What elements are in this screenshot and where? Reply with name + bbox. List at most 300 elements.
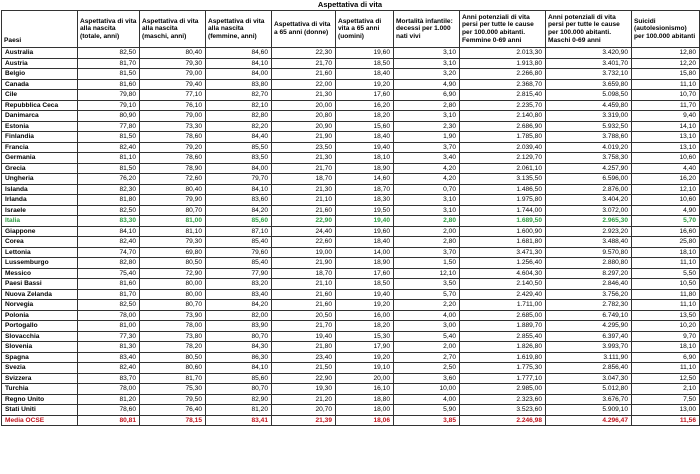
value-cell: 11,10 [632, 79, 700, 90]
value-cell: 2,80 [394, 216, 460, 227]
value-cell: 3.523,60 [460, 405, 546, 416]
value-cell: 16,00 [336, 310, 394, 321]
value-cell: 76,10 [140, 100, 206, 111]
value-cell: 8.297,20 [546, 268, 632, 279]
country-cell: Media OCSE [2, 415, 78, 426]
value-cell: 2.985,00 [460, 384, 546, 395]
value-cell: 5,50 [632, 268, 700, 279]
value-cell: 0,70 [394, 184, 460, 195]
value-cell: 2.129,70 [460, 153, 546, 164]
value-cell: 3,10 [394, 58, 460, 69]
value-cell: 5,90 [394, 405, 460, 416]
value-cell: 18,40 [336, 237, 394, 248]
value-cell: 13,10 [632, 132, 700, 143]
value-cell: 4.459,80 [546, 100, 632, 111]
table-row [2, 216, 700, 227]
value-cell: 2.140,50 [460, 279, 546, 290]
value-cell: 11,80 [632, 289, 700, 300]
value-cell: 18,20 [336, 321, 394, 332]
value-cell: 19,20 [336, 352, 394, 363]
value-cell: 3.072,00 [546, 205, 632, 216]
value-cell: 78,60 [140, 153, 206, 164]
value-cell: 83,90 [206, 321, 272, 332]
value-cell: 78,90 [140, 163, 206, 174]
value-cell: 82,50 [78, 300, 140, 311]
country-cell: Australia [2, 48, 78, 59]
value-cell: 79,90 [140, 195, 206, 206]
country-cell: Slovenia [2, 342, 78, 353]
value-cell: 84,10 [78, 226, 140, 237]
value-cell: 2.013,30 [460, 48, 546, 59]
value-cell: 2.856,40 [546, 363, 632, 374]
column-header: Aspettativa di vita alla nascita (totale, anni) [78, 11, 140, 48]
country-cell: Danimarca [2, 111, 78, 122]
value-cell: 6,90 [632, 352, 700, 363]
value-cell: 82,50 [78, 48, 140, 59]
value-cell: 22,90 [272, 216, 336, 227]
value-cell: 80,70 [206, 384, 272, 395]
value-cell: 85,50 [206, 142, 272, 153]
value-cell: 4,00 [394, 310, 460, 321]
value-cell: 3.732,10 [546, 69, 632, 80]
life-expectancy-table [1, 10, 700, 426]
value-cell: 1.744,00 [460, 205, 546, 216]
value-cell: 3.319,00 [546, 111, 632, 122]
value-cell: 4,90 [394, 79, 460, 90]
value-cell: 3.111,90 [546, 352, 632, 363]
value-cell: 2.323,60 [460, 394, 546, 405]
value-cell: 84,00 [206, 163, 272, 174]
value-cell: 12,10 [394, 268, 460, 279]
value-cell: 19,30 [272, 384, 336, 395]
value-cell: 12,50 [632, 373, 700, 384]
value-cell: 79,00 [140, 69, 206, 80]
value-cell: 3.135,50 [460, 174, 546, 185]
value-cell: 82,80 [78, 258, 140, 269]
value-cell: 10,70 [632, 90, 700, 101]
value-cell: 19,40 [336, 289, 394, 300]
country-cell: Francia [2, 142, 78, 153]
value-cell: 73,80 [140, 331, 206, 342]
value-cell: 84,30 [206, 342, 272, 353]
value-cell: 18,30 [336, 195, 394, 206]
value-cell: 80,50 [140, 258, 206, 269]
value-cell: 14,60 [336, 174, 394, 185]
value-cell: 21,60 [272, 289, 336, 300]
value-cell: 18,00 [336, 405, 394, 416]
value-cell: 3.404,20 [546, 195, 632, 206]
value-cell: 21,70 [272, 321, 336, 332]
country-cell: Canada [2, 79, 78, 90]
value-cell: 23,50 [272, 142, 336, 153]
value-cell: 9.570,80 [546, 247, 632, 258]
value-cell: 6.596,00 [546, 174, 632, 185]
value-cell: 84,40 [206, 132, 272, 143]
country-cell: Paesi Bassi [2, 279, 78, 290]
value-cell: 79,30 [140, 58, 206, 69]
value-cell: 3,10 [394, 195, 460, 206]
value-cell: 83,50 [206, 153, 272, 164]
value-cell: 18,70 [336, 184, 394, 195]
value-cell: 74,70 [78, 247, 140, 258]
value-cell: 79,80 [78, 90, 140, 101]
value-cell: 4.295,90 [546, 321, 632, 332]
table-row [2, 352, 700, 363]
value-cell: 1,50 [394, 258, 460, 269]
value-cell: 81,30 [78, 342, 140, 353]
value-cell: 20,00 [272, 100, 336, 111]
value-cell: 10,60 [632, 153, 700, 164]
value-cell: 21,30 [272, 90, 336, 101]
value-cell: 18,10 [336, 153, 394, 164]
value-cell: 78,00 [78, 384, 140, 395]
value-cell: 81,60 [78, 79, 140, 90]
value-cell: 2,00 [394, 342, 460, 353]
value-cell: 84,10 [206, 58, 272, 69]
value-cell: 3,50 [394, 279, 460, 290]
country-cell: Islanda [2, 184, 78, 195]
value-cell: 81,80 [78, 195, 140, 206]
value-cell: 1.600,90 [460, 226, 546, 237]
table-row [2, 268, 700, 279]
value-cell: 3,40 [394, 153, 460, 164]
value-cell: 5.909,10 [546, 405, 632, 416]
value-cell: 4,90 [632, 205, 700, 216]
table-row [2, 195, 700, 206]
country-cell: Lussemburgo [2, 258, 78, 269]
value-cell: 19,60 [336, 226, 394, 237]
value-cell: 19,20 [336, 79, 394, 90]
value-cell: 21,30 [272, 184, 336, 195]
value-cell: 78,60 [140, 132, 206, 143]
value-cell: 80,40 [140, 184, 206, 195]
value-cell: 2.368,70 [460, 79, 546, 90]
value-cell: 80,40 [140, 48, 206, 59]
value-cell: 3.420,90 [546, 48, 632, 59]
value-cell: 21,70 [272, 163, 336, 174]
column-header: Anni potenziali di vita persi per tutte le cause per 100.000 abitanti. Maschi 0-69 anni [546, 11, 632, 48]
value-cell: 76,20 [78, 174, 140, 185]
value-cell: 86,30 [206, 352, 272, 363]
value-cell: 22,60 [272, 237, 336, 248]
value-cell: 11,56 [632, 415, 700, 426]
table-row [2, 258, 700, 269]
value-cell: 2.039,40 [460, 142, 546, 153]
column-header: Aspettativa di vita alla nascita (femmine, anni) [206, 11, 272, 48]
value-cell: 11,10 [632, 300, 700, 311]
value-cell: 21,90 [272, 132, 336, 143]
value-cell: 21,20 [272, 394, 336, 405]
value-cell: 2.855,40 [460, 331, 546, 342]
table-row [2, 321, 700, 332]
value-cell: 82,20 [206, 121, 272, 132]
column-header: Anni potenziali di vita persi per tutte le cause per 100.000 abitanti. Femmine 0-69 anni [460, 11, 546, 48]
value-cell: 25,80 [632, 237, 700, 248]
value-cell: 4,20 [394, 174, 460, 185]
value-cell: 16,20 [632, 174, 700, 185]
country-cell: Israele [2, 205, 78, 216]
country-cell: Finlandia [2, 132, 78, 143]
value-cell: 5.098,50 [546, 90, 632, 101]
value-cell: 2.429,40 [460, 289, 546, 300]
table-row [2, 79, 700, 90]
value-cell: 15,80 [632, 69, 700, 80]
value-cell: 15,60 [336, 121, 394, 132]
value-cell: 1.785,80 [460, 132, 546, 143]
country-cell: Svizzera [2, 373, 78, 384]
value-cell: 21,10 [272, 195, 336, 206]
value-cell: 80,81 [78, 415, 140, 426]
value-cell: 84,20 [206, 300, 272, 311]
country-cell: Giappone [2, 226, 78, 237]
value-cell: 11,70 [632, 100, 700, 111]
value-cell: 19,60 [336, 48, 394, 59]
table-row [2, 342, 700, 353]
value-cell: 19,10 [336, 363, 394, 374]
value-cell: 82,80 [206, 111, 272, 122]
value-cell: 85,60 [206, 373, 272, 384]
table-row [2, 415, 700, 426]
country-cell: Svezia [2, 363, 78, 374]
value-cell: 84,10 [206, 184, 272, 195]
table-row [2, 90, 700, 101]
table-row [2, 310, 700, 321]
value-cell: 83,40 [78, 352, 140, 363]
value-cell: 84,20 [206, 205, 272, 216]
value-cell: 1.486,50 [460, 184, 546, 195]
value-cell: 18,50 [336, 58, 394, 69]
value-cell: 80,70 [206, 331, 272, 342]
value-cell: 18,70 [272, 268, 336, 279]
value-cell: 81,50 [78, 163, 140, 174]
value-cell: 69,80 [140, 247, 206, 258]
value-cell: 78,00 [78, 310, 140, 321]
value-cell: 16,20 [336, 100, 394, 111]
value-cell: 3,85 [394, 415, 460, 426]
value-cell: 79,30 [140, 237, 206, 248]
value-cell: 6.397,40 [546, 331, 632, 342]
value-cell: 18,70 [272, 174, 336, 185]
value-cell: 85,40 [206, 237, 272, 248]
value-cell: 78,20 [140, 342, 206, 353]
value-cell: 4.019,20 [546, 142, 632, 153]
value-cell: 82,40 [78, 363, 140, 374]
value-cell: 20,00 [336, 373, 394, 384]
value-cell: 18,50 [336, 279, 394, 290]
value-cell: 2,00 [394, 226, 460, 237]
value-cell: 10,60 [632, 195, 700, 206]
value-cell: 76,40 [140, 405, 206, 416]
table-row [2, 205, 700, 216]
value-cell: 13,10 [632, 142, 700, 153]
value-cell: 83,41 [206, 415, 272, 426]
value-cell: 3.758,30 [546, 153, 632, 164]
table-row [2, 69, 700, 80]
value-cell: 17,90 [336, 342, 394, 353]
table-row [2, 121, 700, 132]
value-cell: 19,40 [272, 331, 336, 342]
value-cell: 1,90 [394, 132, 460, 143]
value-cell: 3.471,30 [460, 247, 546, 258]
country-cell: Austria [2, 58, 78, 69]
value-cell: 1.681,80 [460, 237, 546, 248]
value-cell: 12,10 [632, 184, 700, 195]
country-cell: Spagna [2, 352, 78, 363]
value-cell: 21,70 [272, 58, 336, 69]
value-cell: 22,90 [272, 373, 336, 384]
value-cell: 82,40 [78, 237, 140, 248]
country-cell: Irlanda [2, 195, 78, 206]
value-cell: 1.826,80 [460, 342, 546, 353]
value-cell: 2.965,30 [546, 216, 632, 227]
value-cell: 2.266,80 [460, 69, 546, 80]
value-cell: 80,00 [140, 289, 206, 300]
value-cell: 16,10 [336, 384, 394, 395]
country-cell: Lettonia [2, 247, 78, 258]
table-row [2, 132, 700, 143]
country-cell: Norvegia [2, 300, 78, 311]
value-cell: 82,40 [78, 142, 140, 153]
value-cell: 17,60 [336, 268, 394, 279]
value-cell: 78,15 [140, 415, 206, 426]
value-cell: 81,00 [78, 321, 140, 332]
value-cell: 21,90 [272, 258, 336, 269]
table-row [2, 331, 700, 342]
value-cell: 20,90 [272, 121, 336, 132]
value-cell: 6.749,10 [546, 310, 632, 321]
value-cell: 83,30 [78, 216, 140, 227]
value-cell: 10,00 [394, 384, 460, 395]
value-cell: 3.659,80 [546, 79, 632, 90]
value-cell: 3,60 [394, 373, 460, 384]
value-cell: 21,39 [272, 415, 336, 426]
table-row [2, 289, 700, 300]
column-header: Paesi [2, 11, 78, 48]
value-cell: 4.257,90 [546, 163, 632, 174]
value-cell: 77,10 [140, 90, 206, 101]
table-body [2, 48, 700, 426]
value-cell: 18,06 [336, 415, 394, 426]
value-cell: 1.689,50 [460, 216, 546, 227]
value-cell: 81,60 [78, 279, 140, 290]
value-cell: 79,20 [140, 142, 206, 153]
value-cell: 2.815,40 [460, 90, 546, 101]
column-header: Mortalità infantile: decessi per 1.000 nati vivi [394, 11, 460, 48]
value-cell: 85,40 [206, 258, 272, 269]
country-cell: Corea [2, 237, 78, 248]
value-cell: 18,40 [336, 132, 394, 143]
table-row [2, 373, 700, 384]
value-cell: 1.889,70 [460, 321, 546, 332]
country-cell: Germania [2, 153, 78, 164]
value-cell: 18,20 [336, 111, 394, 122]
value-cell: 78,60 [78, 405, 140, 416]
value-cell: 77,80 [78, 121, 140, 132]
value-cell: 81,00 [140, 216, 206, 227]
value-cell: 17,60 [336, 90, 394, 101]
value-cell: 4,00 [394, 394, 460, 405]
value-cell: 1.975,80 [460, 195, 546, 206]
value-cell: 3.488,40 [546, 237, 632, 248]
column-header: Aspettativa di vita alla nascita (maschi, anni) [140, 11, 206, 48]
value-cell: 80,70 [140, 300, 206, 311]
value-cell: 5.012,80 [546, 384, 632, 395]
value-cell: 83,80 [206, 79, 272, 90]
value-cell: 83,60 [206, 195, 272, 206]
value-cell: 1.619,80 [460, 352, 546, 363]
value-cell: 10,20 [632, 321, 700, 332]
value-cell: 2.876,00 [546, 184, 632, 195]
value-cell: 18,10 [632, 342, 700, 353]
value-cell: 2,10 [632, 384, 700, 395]
value-cell: 1.711,00 [460, 300, 546, 311]
country-cell: Italia [2, 216, 78, 227]
value-cell: 2.061,10 [460, 163, 546, 174]
value-cell: 2,80 [394, 100, 460, 111]
table-row [2, 58, 700, 69]
value-cell: 2.923,20 [546, 226, 632, 237]
value-cell: 2.685,00 [460, 310, 546, 321]
country-cell: Nuova Zelanda [2, 289, 78, 300]
value-cell: 16,60 [632, 226, 700, 237]
value-cell: 3,20 [394, 69, 460, 80]
value-cell: 82,10 [206, 100, 272, 111]
country-cell: Ungheria [2, 174, 78, 185]
value-cell: 79,70 [206, 174, 272, 185]
value-cell: 77,30 [78, 331, 140, 342]
value-cell: 80,60 [140, 363, 206, 374]
value-cell: 2,70 [394, 352, 460, 363]
value-cell: 2.880,80 [546, 258, 632, 269]
value-cell: 81,20 [206, 405, 272, 416]
value-cell: 7,50 [632, 394, 700, 405]
table-row [2, 163, 700, 174]
value-cell: 75,40 [78, 268, 140, 279]
value-cell: 3.788,60 [546, 132, 632, 143]
value-cell: 2.686,90 [460, 121, 546, 132]
value-cell: 84,00 [206, 69, 272, 80]
value-cell: 2,80 [394, 237, 460, 248]
value-cell: 2.246,98 [460, 415, 546, 426]
value-cell: 23,40 [272, 352, 336, 363]
value-cell: 81,70 [78, 289, 140, 300]
value-cell: 3,70 [394, 142, 460, 153]
value-cell: 19,00 [272, 247, 336, 258]
value-cell: 22,30 [272, 48, 336, 59]
value-cell: 81,10 [78, 153, 140, 164]
value-cell: 2.235,70 [460, 100, 546, 111]
value-cell: 3.993,70 [546, 342, 632, 353]
value-cell: 82,50 [78, 205, 140, 216]
value-cell: 80,00 [140, 279, 206, 290]
value-cell: 12,80 [632, 48, 700, 59]
value-cell: 82,00 [206, 310, 272, 321]
table-row [2, 300, 700, 311]
value-cell: 77,90 [206, 268, 272, 279]
value-cell: 81,20 [78, 394, 140, 405]
value-cell: 21,10 [272, 279, 336, 290]
value-cell: 2,50 [394, 363, 460, 374]
value-cell: 9,70 [632, 331, 700, 342]
value-cell: 21,50 [272, 363, 336, 374]
value-cell: 79,50 [140, 394, 206, 405]
value-cell: 3,10 [394, 48, 460, 59]
value-cell: 72,60 [140, 174, 206, 185]
value-cell: 5,70 [394, 289, 460, 300]
value-cell: 3,10 [394, 111, 460, 122]
value-cell: 81,50 [78, 132, 140, 143]
value-cell: 21,60 [272, 205, 336, 216]
